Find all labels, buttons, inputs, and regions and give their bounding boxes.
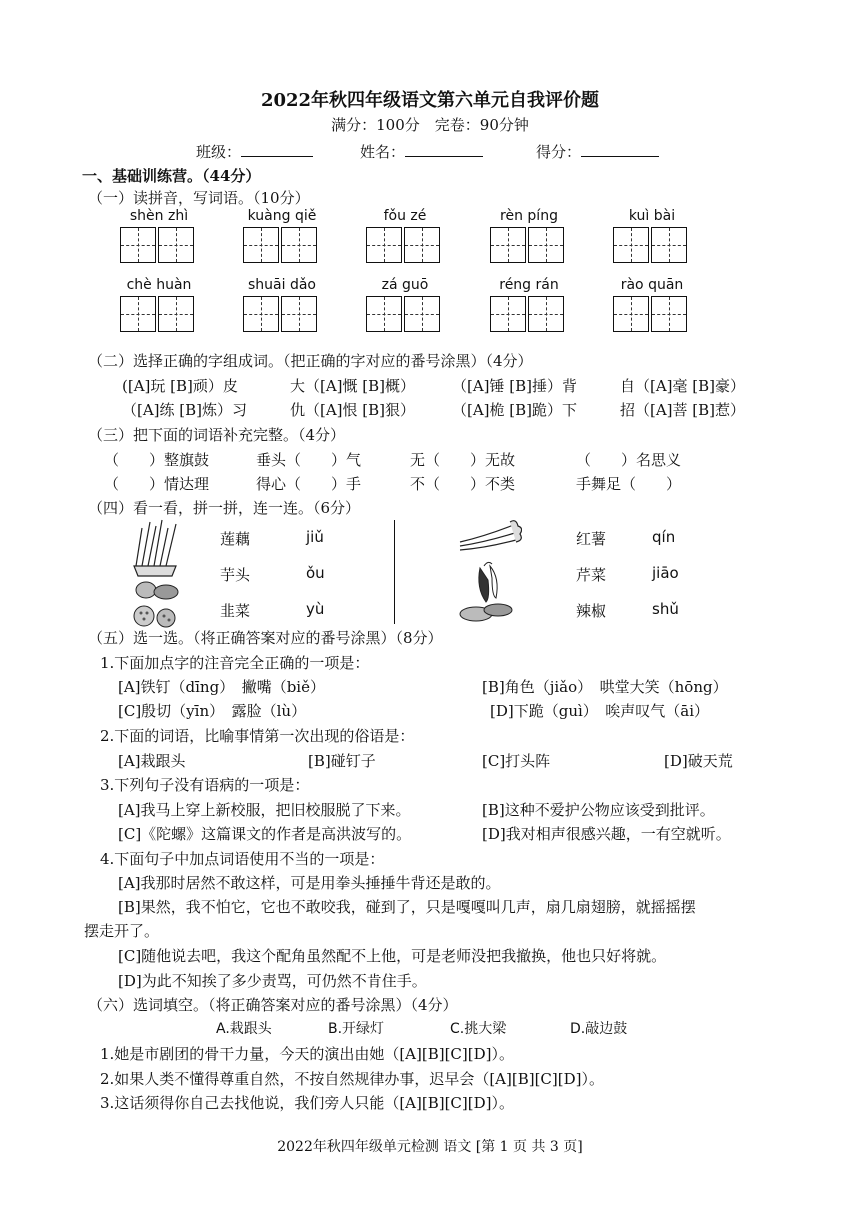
- q6-option: B.开绿灯: [328, 1021, 385, 1037]
- option-d[interactable]: [D]破天荒: [664, 752, 733, 770]
- q5-stem: 2.下面的词语，比喻事情第一次出现的俗语是：: [100, 727, 415, 745]
- pinyin-label: kuì bài: [628, 208, 676, 224]
- q3-item[interactable]: 得心（ ）手: [256, 475, 362, 493]
- q6-option: D.敲边鼓: [570, 1021, 628, 1037]
- pinyin-label: réng rán: [499, 277, 559, 293]
- pinyin-option[interactable]: jiǔ: [306, 528, 324, 546]
- pinyin-label: chè huàn: [126, 277, 192, 293]
- tian-grid-box[interactable]: [120, 227, 156, 263]
- pinyin-label: fǒu zé: [383, 208, 427, 224]
- page-title: 2022年秋四年级语文第六单元自我评价题: [260, 90, 600, 111]
- tian-grid-box[interactable]: [281, 227, 317, 263]
- q2-item[interactable]: （[A]练 [B]炼）习: [122, 401, 248, 419]
- q3-item[interactable]: 无（ ）无故: [410, 451, 516, 469]
- q2-item[interactable]: 招（[A]菩 [B]惹）: [620, 401, 746, 419]
- option-d[interactable]: [D]下跪（guì） 唉声叹气（āi）: [490, 702, 710, 720]
- score-blank[interactable]: [581, 142, 659, 157]
- q3-item[interactable]: 不（ ）不类: [410, 475, 516, 493]
- class-blank[interactable]: [241, 142, 313, 157]
- tian-grid-box[interactable]: [281, 296, 317, 332]
- divider: [394, 520, 395, 624]
- option-b[interactable]: [B]碰钉子: [308, 752, 376, 770]
- score-label: 得分：: [536, 143, 582, 161]
- veg-word: 韭菜: [220, 602, 251, 620]
- option-c[interactable]: [C]随他说去吧，我这个配角虽然配不上他，可是老师没把我撤换，他也只好将就。: [118, 947, 667, 965]
- tian-grid-box[interactable]: [528, 227, 564, 263]
- option-b[interactable]: [B]角色（jiǎo） 哄堂大笑（hōng）: [482, 678, 728, 696]
- option-a[interactable]: [A]我马上穿上新校服，把旧校服脱了下来。: [118, 801, 411, 819]
- pinyin-label: kuàng qiě: [247, 208, 317, 224]
- pinyin-label: rào quān: [620, 277, 684, 293]
- pinyin-label: rèn píng: [500, 208, 558, 224]
- q6-title: （六）选词填空。（将正确答案对应的番号涂黑）（4分）: [88, 996, 458, 1014]
- q2-title: （二）选择正确的字组成词。（把正确的字对应的番号涂黑）（4分）: [88, 352, 533, 370]
- pinyin-option[interactable]: qín: [652, 528, 676, 546]
- q2-item[interactable]: （[A]桅 [B]跪）下: [452, 401, 578, 419]
- veg-word: 芋头: [220, 566, 251, 584]
- veg-word: 红薯: [576, 530, 607, 548]
- q2-item[interactable]: 大（[A]慨 [B]概）: [290, 377, 416, 395]
- tian-grid-box[interactable]: [490, 227, 526, 263]
- sweet-potato-icon: [460, 604, 512, 621]
- q2-item[interactable]: （[A]锤 [B]捶）背: [452, 377, 578, 395]
- page-footer: 2022年秋四年级单元检测 语文 [第 1 页 共 3 页]: [277, 1139, 583, 1155]
- pinyin-option[interactable]: ǒu: [306, 564, 325, 582]
- option-c[interactable]: [C]打头阵: [482, 752, 551, 770]
- q6-sentence[interactable]: 1.她是市剧团的骨干力量，今天的演出由她（[A][B][C][D]）。: [100, 1045, 514, 1063]
- q3-item[interactable]: （ ）名思义: [576, 451, 682, 469]
- tian-grid-box[interactable]: [366, 227, 402, 263]
- tian-grid-box[interactable]: [651, 296, 687, 332]
- q2-item[interactable]: 仇（[A]恨 [B]狠）: [290, 401, 416, 419]
- q2-item[interactable]: 自（[A]毫 [B]豪）: [620, 377, 746, 395]
- option-a[interactable]: [A]我那时居然不敢这样，可是用拳头捶捶牛背还是敢的。: [118, 874, 501, 892]
- lotus-root-icon: [128, 518, 184, 628]
- q3-item[interactable]: 垂头（ ）气: [256, 451, 362, 469]
- q3-item[interactable]: （ ）整旗鼓: [104, 451, 210, 469]
- q2-item[interactable]: ([A]玩 [B]顽）皮: [122, 377, 238, 395]
- pinyin-option[interactable]: shǔ: [652, 600, 679, 618]
- q6-sentence[interactable]: 3.这话须得你自己去找他说，我们旁人只能（[A][B][C][D]）。: [100, 1094, 514, 1112]
- exam-meta: 满分：100分 完卷：90分钟: [331, 116, 529, 134]
- veg-word: 辣椒: [576, 602, 607, 620]
- veg-word: 芹菜: [576, 566, 607, 584]
- q3-item[interactable]: （ ）情达理: [104, 475, 210, 493]
- q5-stem: 3.下列句子没有语病的一项是：: [100, 776, 310, 794]
- q1-title: （一）读拼音，写词语。（10分）: [88, 189, 310, 207]
- celery-icon: [456, 518, 522, 626]
- option-b[interactable]: [B]这种不爱护公物应该受到批评。: [482, 801, 715, 819]
- tian-grid-box[interactable]: [613, 296, 649, 332]
- tian-grid-box[interactable]: [528, 296, 564, 332]
- tian-grid-box[interactable]: [404, 227, 440, 263]
- tian-grid-box[interactable]: [243, 227, 279, 263]
- class-label: 班级：: [196, 143, 242, 161]
- q6-option: A.栽跟头: [216, 1021, 272, 1037]
- q5-stem: 1.下面加点字的注音完全正确的一项是：: [100, 654, 370, 672]
- q5-title: （五）选一选。（将正确答案对应的番号涂黑）（8分）: [88, 629, 443, 647]
- pinyin-option[interactable]: yù: [306, 600, 325, 618]
- name-field[interactable]: [360, 141, 483, 162]
- q5-stem: 4.下面句子中加点词语使用不当的一项是：: [100, 850, 385, 868]
- pinyin-label: shuāi dǎo: [248, 277, 316, 293]
- option-c[interactable]: [C]殷切（yīn） 露脸（lù）: [118, 702, 307, 720]
- section1-title: 一、基础训练营。（44分）: [82, 167, 261, 185]
- q6-option: C.挑大梁: [450, 1021, 507, 1037]
- name-blank[interactable]: [405, 142, 483, 157]
- name-label: 姓名：: [360, 143, 406, 161]
- option-a[interactable]: [A]铁钉（dīng） 撇嘴（biě）: [118, 678, 325, 696]
- tian-grid-box[interactable]: [158, 296, 194, 332]
- tian-grid-box[interactable]: [613, 227, 649, 263]
- tian-grid-box[interactable]: [243, 296, 279, 332]
- veg-word: 莲藕: [220, 530, 251, 548]
- option-b[interactable]: [B]果然，我不怕它，它也不敢咬我，碰到了，只是嘎嘎叫几声，扇几扇翅膀，就摇摇摆: [118, 898, 696, 916]
- option-a[interactable]: [A]栽跟头: [118, 752, 186, 770]
- tian-grid-box[interactable]: [404, 296, 440, 332]
- class-field[interactable]: [196, 141, 313, 162]
- chili-pepper-icon: [479, 562, 497, 602]
- option-c[interactable]: [C]《陀螺》这篇课文的作者是高洪波写的。: [118, 825, 412, 843]
- q4-title: （四）看一看，拼一拼，连一连。（6分）: [88, 499, 361, 517]
- score-field[interactable]: [536, 141, 659, 162]
- option-b-cont: 摆走开了。: [84, 922, 160, 940]
- tian-grid-box[interactable]: [490, 296, 526, 332]
- option-d[interactable]: [D]为此不知挨了多少责骂，可仍然不肯住手。: [118, 972, 427, 990]
- tian-grid-box[interactable]: [120, 296, 156, 332]
- q3-item[interactable]: 手舞足（ ）: [576, 475, 682, 493]
- tian-grid-box[interactable]: [158, 227, 194, 263]
- q6-sentence[interactable]: 2.如果人类不懂得尊重自然，不按自然规律办事，迟早会（[A][B][C][D]）。: [100, 1070, 604, 1088]
- pinyin-label: shèn zhì: [129, 208, 189, 224]
- pinyin-label: zá guō: [381, 277, 429, 293]
- tian-grid-box[interactable]: [651, 227, 687, 263]
- tian-grid-box[interactable]: [366, 296, 402, 332]
- q3-title: （三）把下面的词语补充完整。（4分）: [88, 426, 346, 444]
- option-d[interactable]: [D]我对相声很感兴趣，一有空就听。: [482, 825, 731, 843]
- pinyin-option[interactable]: jiāo: [652, 564, 679, 582]
